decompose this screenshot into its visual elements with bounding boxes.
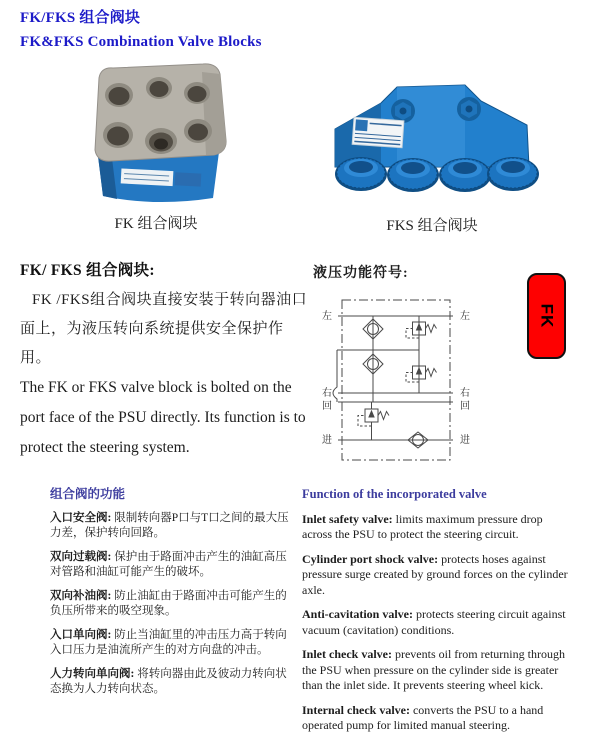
hydraulic-symbols-heading: 液压功能符号: bbox=[313, 266, 409, 281]
line-crossover-hop bbox=[333, 350, 337, 402]
functions-zh-heading: 组合阀的功能 bbox=[50, 487, 126, 501]
intro-text-zh: FK /FKS组合阀块直接安装于转向器油口面上，为液压转向系统提供安全保护作用。 bbox=[20, 292, 308, 366]
port-label-left: 左 bbox=[460, 311, 470, 322]
function-desc: protects steering circuit against vacuum (cavitation) conditions. bbox=[302, 607, 566, 637]
function-term: 双向过载阀: bbox=[50, 551, 112, 563]
function-item bbox=[50, 667, 290, 697]
hydraulic-schematic bbox=[300, 288, 510, 468]
schematic-port-labels bbox=[322, 309, 470, 446]
function-term: Internal check valve: bbox=[302, 702, 410, 717]
function-desc: 保护由于路面冲击产生的油缸高压对管路和油缸可能产生的破坏。 bbox=[50, 551, 287, 578]
function-desc: 防止当油缸里的冲击压力高于转向入口压力是油流所产生的对方向盘的冲击。 bbox=[50, 629, 287, 656]
page-header bbox=[20, 6, 262, 54]
function-desc: 限制转向器P口与T口之间的最大压力差，保护转向回路。 bbox=[50, 512, 289, 539]
hex-plug bbox=[391, 99, 415, 123]
port-label-right: 右 bbox=[322, 388, 332, 399]
function-item bbox=[50, 628, 290, 658]
fks-valve-block-illustration bbox=[323, 67, 541, 202]
intro-text-en: The FK or FKS valve block is bolted on the port face of the PSU directly. Its function is to protect the steering system. bbox=[20, 379, 306, 456]
port-label-inlet: 进 bbox=[322, 435, 332, 446]
relief-valve-symbol bbox=[406, 322, 437, 338]
function-item bbox=[50, 550, 290, 580]
functions-en-heading: Function of the incorporated valve bbox=[302, 487, 487, 501]
function-item bbox=[302, 703, 575, 734]
port-label-return: 回 bbox=[322, 401, 332, 412]
intro-heading: FK/ FKS 组合阀块: bbox=[20, 262, 155, 279]
port-label-right: 右 bbox=[460, 388, 470, 399]
function-desc: converts the PSU to a hand operated pump for limited manual steering. bbox=[302, 702, 544, 732]
function-desc: limits maximum pressure drop across the PSU to protect the steering circuit. bbox=[302, 511, 543, 541]
fks-photo-caption: FKS 组合阀块 bbox=[386, 218, 478, 234]
function-term: 双向补油阀: bbox=[50, 590, 112, 602]
fks-product-photo bbox=[323, 67, 541, 202]
functions-en-section bbox=[302, 487, 575, 743]
function-item bbox=[302, 607, 575, 638]
function-desc: 将转向器由此及彼动力转向状态换为人力转向状态。 bbox=[50, 668, 287, 695]
function-desc: 防止油缸由于路面冲击可能产生的负压所带来的吸空现象。 bbox=[50, 590, 287, 617]
port-label-left: 左 bbox=[322, 311, 332, 322]
function-item bbox=[302, 512, 575, 543]
functions-zh-section bbox=[50, 487, 290, 706]
function-item bbox=[50, 589, 290, 619]
function-item bbox=[302, 647, 575, 694]
function-term: Inlet check valve: bbox=[302, 647, 392, 661]
function-desc: prevents oil from returning through the PSU when pressure on the cylinder side is greater than the inlet side. It prevents steering wheel kick. bbox=[302, 647, 565, 692]
hex-plug bbox=[457, 97, 481, 121]
fk-valve-block-illustration bbox=[55, 62, 257, 208]
fk-product-photo bbox=[55, 62, 257, 208]
function-desc: protects hoses against pressure surge created by ground forces on the cylinder axle. bbox=[302, 551, 568, 597]
page-title-zh: FK/FKS 组合阀块 bbox=[20, 10, 141, 26]
port-label-return: 回 bbox=[460, 401, 470, 412]
page-title-en: FK&FKS Combination Valve Blocks bbox=[20, 34, 262, 50]
function-term: 入口安全阀: bbox=[50, 512, 112, 524]
function-item bbox=[50, 511, 290, 541]
fk-side-tab-label: FK bbox=[537, 303, 557, 329]
fk-photo-caption: FK 组合阀块 bbox=[114, 216, 198, 232]
function-term: 入口单向阀: bbox=[50, 629, 112, 641]
function-term: Anti-cavitation valve: bbox=[302, 607, 413, 621]
fk-side-tab bbox=[527, 273, 566, 359]
relief-valve-symbol bbox=[358, 402, 389, 440]
product-label bbox=[352, 117, 404, 147]
relief-valve-symbol bbox=[406, 366, 437, 382]
function-term: Cylinder port shock valve: bbox=[302, 551, 439, 566]
function-term: 人力转向单向阀: bbox=[50, 668, 135, 680]
function-item bbox=[302, 552, 575, 599]
port-label-inlet: 进 bbox=[460, 435, 470, 446]
function-term: Inlet safety valve: bbox=[302, 511, 393, 526]
intro-section bbox=[20, 258, 310, 463]
